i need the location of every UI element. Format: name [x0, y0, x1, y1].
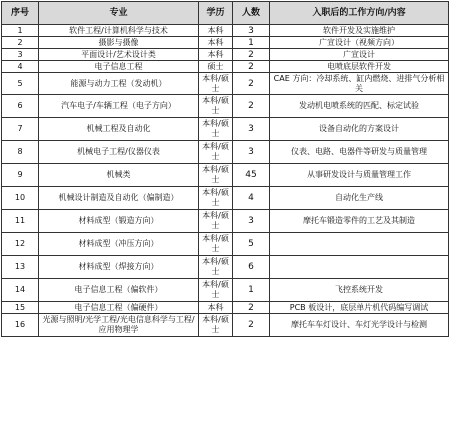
- cell-direction: 仪表、电路、电器件等研发与质量管理: [270, 141, 449, 164]
- table-row: [2, 256, 449, 279]
- cell-count: 2: [233, 302, 270, 314]
- cell-major: 材料成型（冲压方向）: [39, 233, 199, 256]
- table-row: [2, 187, 449, 210]
- cell-index: 8: [2, 141, 39, 164]
- cell-degree: 本科/硕士: [199, 118, 233, 141]
- cell-direction: CAE 方向：冷却系统、缸内燃烧、进排气分析相关: [270, 73, 449, 95]
- cell-index: 3: [2, 49, 39, 61]
- header-count: 人数: [233, 2, 270, 25]
- cell-direction: [270, 256, 449, 279]
- cell-degree: 本科/硕士: [199, 141, 233, 164]
- cell-direction: 摩托车车灯设计、车灯光学设计与检测: [270, 314, 449, 337]
- cell-count: 3: [233, 141, 270, 164]
- cell-count: 2: [233, 61, 270, 73]
- cell-direction: 广宣设计: [270, 49, 449, 61]
- cell-direction: PCB 板设计，底层单片机代码编写调试: [270, 302, 449, 314]
- cell-direction: 设备自动化的方案设计: [270, 118, 449, 141]
- cell-major: 电子信息工程: [39, 61, 199, 73]
- cell-count: 1: [233, 37, 270, 49]
- cell-index: 16: [2, 314, 39, 337]
- cell-direction: 飞控系统开发: [270, 279, 449, 302]
- cell-degree: 本科/硕士: [199, 256, 233, 279]
- table-row: [2, 164, 449, 187]
- table-row: [2, 279, 449, 302]
- cell-major: 电子信息工程（偏硬件）: [39, 302, 199, 314]
- cell-count: 2: [233, 95, 270, 118]
- cell-index: 7: [2, 118, 39, 141]
- cell-major: 材料成型（焊接方向）: [39, 256, 199, 279]
- header-major: 专业: [39, 2, 199, 25]
- cell-count: 45: [233, 164, 270, 187]
- cell-count: 2: [233, 73, 270, 95]
- cell-degree: 本科/硕士: [199, 210, 233, 233]
- cell-index: 1: [2, 25, 39, 37]
- table-header-row: [2, 2, 449, 25]
- table-row: [2, 233, 449, 256]
- cell-direction: 自动化生产线: [270, 187, 449, 210]
- table-row: [2, 37, 449, 49]
- cell-degree: 本科/硕士: [199, 187, 233, 210]
- cell-index: 14: [2, 279, 39, 302]
- table-row: [2, 73, 449, 95]
- cell-count: 3: [233, 25, 270, 37]
- cell-major: 机械电子工程/仪器仪表: [39, 141, 199, 164]
- cell-index: 13: [2, 256, 39, 279]
- cell-degree: 硕士: [199, 61, 233, 73]
- cell-degree: 本科: [199, 37, 233, 49]
- cell-degree: 本科/硕士: [199, 73, 233, 95]
- cell-index: 12: [2, 233, 39, 256]
- cell-major: 电子信息工程（偏软件）: [39, 279, 199, 302]
- cell-major: 材料成型（锻造方向）: [39, 210, 199, 233]
- cell-degree: 本科/硕士: [199, 164, 233, 187]
- table-row: [2, 210, 449, 233]
- cell-direction: [270, 233, 449, 256]
- cell-direction: 广宣设计（视频方向）: [270, 37, 449, 49]
- cell-count: 4: [233, 187, 270, 210]
- cell-major: 能源与动力工程（发动机）: [39, 73, 199, 95]
- table-row: [2, 95, 449, 118]
- cell-count: 3: [233, 118, 270, 141]
- cell-major: 机械类: [39, 164, 199, 187]
- cell-direction: 软件开发及实施维护: [270, 25, 449, 37]
- cell-index: 5: [2, 73, 39, 95]
- table-row: [2, 314, 449, 337]
- table-row: [2, 118, 449, 141]
- header-direction: 入职后的工作方向/内容: [270, 2, 449, 25]
- cell-major: 摄影与摄像: [39, 37, 199, 49]
- cell-direction: 发动机电喷系统的匹配、标定试验: [270, 95, 449, 118]
- cell-count: 2: [233, 49, 270, 61]
- cell-degree: 本科/硕士: [199, 95, 233, 118]
- table-row: [2, 25, 449, 37]
- recruitment-table: [1, 1, 449, 337]
- cell-major: 机械工程及自动化: [39, 118, 199, 141]
- table-row: [2, 61, 449, 73]
- cell-index: 4: [2, 61, 39, 73]
- cell-count: 6: [233, 256, 270, 279]
- cell-direction: 电喷底层软件开发: [270, 61, 449, 73]
- cell-count: 3: [233, 210, 270, 233]
- table-row: [2, 49, 449, 61]
- table-row: [2, 141, 449, 164]
- cell-index: 15: [2, 302, 39, 314]
- cell-degree: 本科: [199, 25, 233, 37]
- table-row: [2, 302, 449, 314]
- cell-degree: 本科: [199, 49, 233, 61]
- cell-index: 11: [2, 210, 39, 233]
- cell-major: 光源与照明/光学工程/光电信息科学与工程/应用物理学: [39, 314, 199, 337]
- cell-index: 10: [2, 187, 39, 210]
- cell-count: 2: [233, 314, 270, 337]
- cell-degree: 本科/硕士: [199, 233, 233, 256]
- cell-direction: 摩托车锻造零件的工艺及其制造: [270, 210, 449, 233]
- cell-major: 软件工程/计算机科学与技术: [39, 25, 199, 37]
- cell-count: 1: [233, 279, 270, 302]
- recruitment-table-container: [1, 1, 448, 337]
- cell-major: 机械设计制造及自动化（偏制造）: [39, 187, 199, 210]
- cell-degree: 本科/硕士: [199, 314, 233, 337]
- cell-index: 6: [2, 95, 39, 118]
- cell-major: 平面设计/艺术设计类: [39, 49, 199, 61]
- header-degree: 学历: [199, 2, 233, 25]
- cell-major: 汽车电子/车辆工程（电子方向）: [39, 95, 199, 118]
- cell-count: 5: [233, 233, 270, 256]
- header-index: 序号: [2, 2, 39, 25]
- cell-index: 2: [2, 37, 39, 49]
- cell-degree: 本科: [199, 302, 233, 314]
- cell-degree: 本科/硕士: [199, 279, 233, 302]
- cell-index: 9: [2, 164, 39, 187]
- cell-direction: 从事研发设计与质量管理工作: [270, 164, 449, 187]
